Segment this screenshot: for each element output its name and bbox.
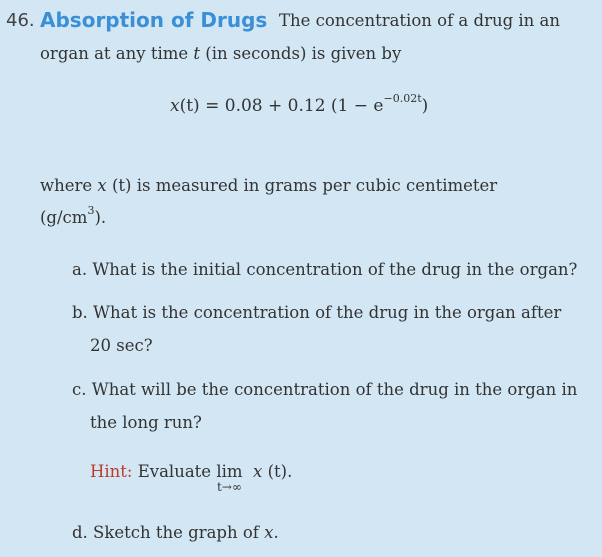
hint-arg: (t).: [262, 462, 293, 481]
part-c-line-2: the long run?: [90, 413, 202, 432]
problem-number: 46.: [6, 10, 35, 31]
where-arg: (t): [106, 176, 132, 195]
formula-lhs: x: [170, 96, 180, 116]
units-line: [40, 204, 107, 227]
intro-variable: t: [193, 44, 201, 63]
units-exponent: 3: [87, 204, 95, 217]
part-b-line-2: 20 sec?: [90, 336, 153, 355]
intro-line-2: [40, 44, 401, 63]
formula: [170, 92, 429, 116]
part-a: a. What is the initial concentration of the drug in the organ?: [72, 260, 578, 279]
part-d-post: .: [273, 523, 279, 542]
hint-lim-subscript: t→∞: [216, 480, 242, 494]
intro-text-pre: organ at any time: [40, 44, 194, 63]
formula-close: ): [421, 96, 429, 116]
part-d-variable: x: [264, 523, 274, 542]
hint-limit: [216, 462, 243, 494]
formula-lhs-arg: (t): [179, 96, 200, 116]
where-post: is measured in grams per cubic centimeter: [131, 176, 498, 195]
formula-body: = 0.08 + 0.12 (1 − e: [199, 96, 384, 116]
hint-variable: x: [253, 462, 263, 481]
hint-text: Evaluate: [132, 462, 217, 481]
units-post: ).: [94, 208, 107, 227]
hint-label: Hint:: [90, 462, 133, 481]
hint-line: [90, 462, 293, 494]
units-pre: (g/cm: [40, 208, 88, 227]
part-c-line-1: c. What will be the concentration of the drug in the organ in: [72, 380, 578, 399]
problem-title: Absorption of Drugs: [40, 8, 268, 32]
hint-lim-word: lim: [216, 462, 243, 481]
where-variable: x: [97, 176, 107, 195]
part-d-pre: d. Sketch the graph of: [72, 523, 265, 542]
intro-line-1: The concentration of a drug in an: [279, 11, 561, 30]
where-line: [40, 176, 497, 195]
formula-exponent: −0.02t: [383, 92, 422, 105]
part-d: [72, 523, 279, 542]
part-b-line-1: b. What is the concentration of the drug in the organ after: [72, 303, 562, 322]
intro-text-post: (in seconds) is given by: [200, 44, 402, 63]
where-pre: where: [40, 176, 98, 195]
